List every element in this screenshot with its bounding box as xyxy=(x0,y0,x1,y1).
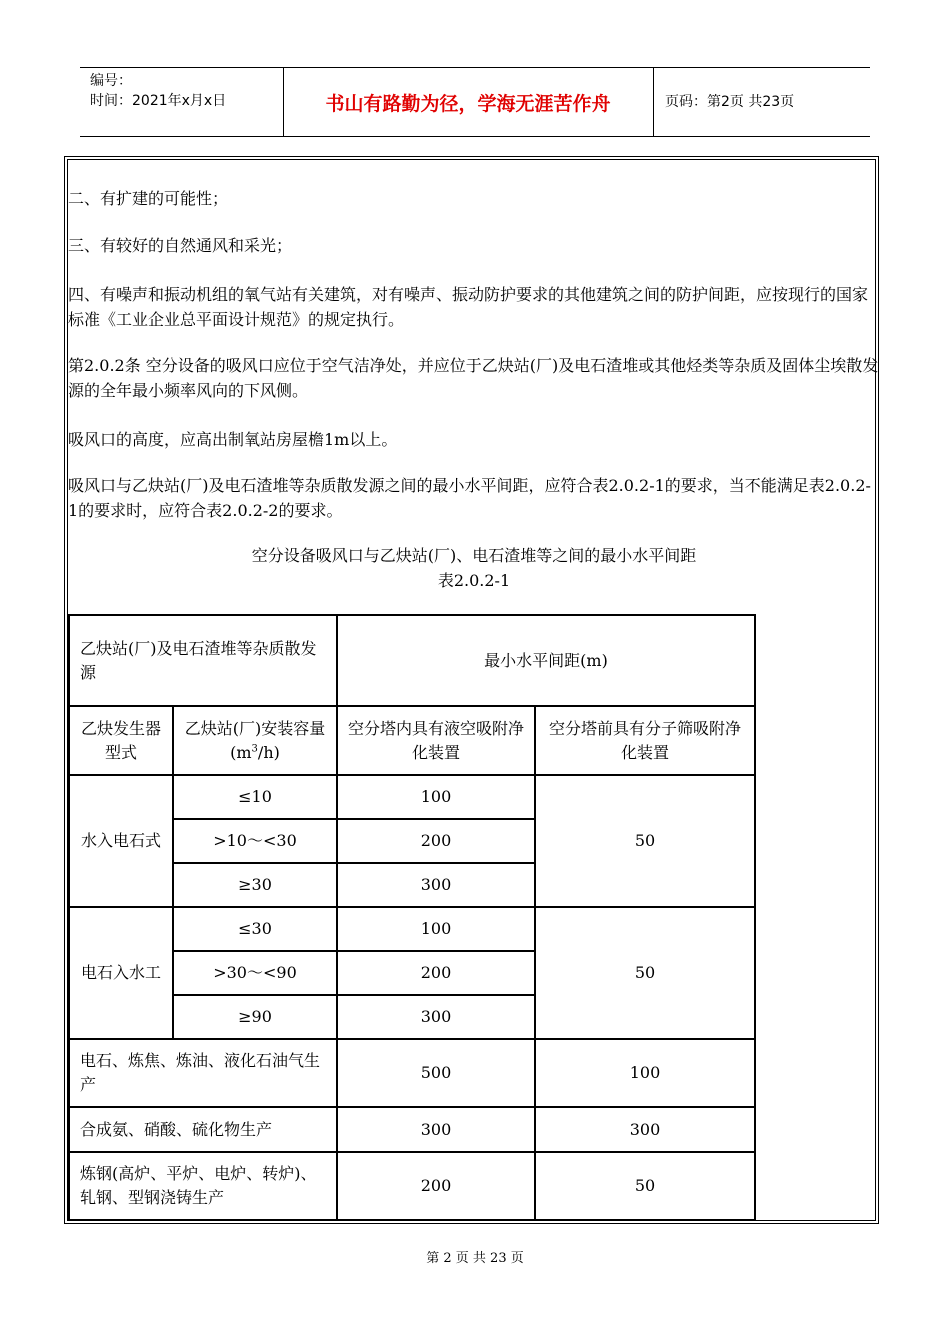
header-meta xyxy=(90,71,226,111)
liquid-distance-cell: 300 xyxy=(337,863,535,907)
sieve-distance-cell: 100 xyxy=(535,1039,755,1107)
generator-type: 电石入水工 xyxy=(69,907,173,1039)
table-row xyxy=(69,1107,755,1152)
paragraph: 三、有较好的自然通风和采光； xyxy=(68,236,293,255)
liquid-distance-cell: 200 xyxy=(337,819,535,863)
liquid-distance-cell: 200 xyxy=(337,1152,535,1220)
paragraph: 吸风口与乙炔站(厂)及电石渣堆等杂质散发源之间的最小水平间距，应符合表2.0.2-1的要求，当不能满足表2.0.2-1的要求时，应符合表2.0.2-2的要求。 xyxy=(68,476,871,520)
liquid-distance-cell: 200 xyxy=(337,951,535,995)
header-top-rule xyxy=(80,67,870,68)
source-cell: 炼钢(高炉、平炉、电炉、转炉)、轧钢、型钢浇铸生产 xyxy=(69,1152,337,1220)
page-footer: 第 2 页 共 23 页 xyxy=(426,1251,524,1266)
header-distance: 最小水平间距(m) xyxy=(337,615,755,706)
source-cell: 电石、炼焦、炼油、液化石油气生产 xyxy=(69,1039,337,1107)
header-bottom-rule xyxy=(80,136,870,137)
table-caption-title: 空分设备吸风口与乙炔站(厂)、电石渣堆等之间的最小水平间距 xyxy=(251,546,697,565)
table-row xyxy=(69,907,755,951)
liquid-distance-cell: 300 xyxy=(337,1107,535,1152)
table-row xyxy=(69,1039,755,1107)
table-row xyxy=(69,775,755,819)
header-liquid-air: 空分塔内具有液空吸附净化装置 xyxy=(337,706,535,775)
liquid-distance-cell: 500 xyxy=(337,1039,535,1107)
distance-table xyxy=(68,614,756,1221)
capacity-cell: ≥90 xyxy=(173,995,337,1039)
header-capacity: 乙炔站(厂)安装容量$(m^3/h)$ xyxy=(173,706,337,775)
table-header-row xyxy=(69,615,755,706)
sieve-distance-cell: 300 xyxy=(535,1107,755,1152)
table-caption-number: 表2.0.2-1 xyxy=(437,571,511,590)
header-source: 乙炔站(厂)及电石渣堆等杂质散发源 xyxy=(69,615,337,706)
paragraph: 四、有噪声和振动机组的氧气站有关建筑，对有噪声、振动防护要求的其他建筑之间的防护间距，应按现行的国家标准《工业企业总平面设计规范》的规定执行。 xyxy=(68,285,869,329)
source-cell: 合成氨、硝酸、硫化物生产 xyxy=(69,1107,337,1152)
sieve-distance-cell: 50 xyxy=(535,775,755,907)
liquid-distance-cell: 100 xyxy=(337,775,535,819)
capacity-cell: ≤10 xyxy=(173,775,337,819)
capacity-cell: ≥30 xyxy=(173,863,337,907)
header-divider xyxy=(653,67,654,137)
sieve-distance-cell: 50 xyxy=(535,1152,755,1220)
sieve-distance-cell: 50 xyxy=(535,907,755,1039)
page-header xyxy=(80,67,870,137)
liquid-distance-cell: 300 xyxy=(337,995,535,1039)
document-date: 时间：2021年x月x日 xyxy=(90,93,227,109)
header-motto: 书山有路勤为径，学海无涯苦作舟 xyxy=(325,93,611,115)
capacity-cell: >10～<30 xyxy=(173,819,337,863)
header-molecular-sieve: 空分塔前具有分子筛吸附净化装置 xyxy=(535,706,755,775)
paragraph: 吸风口的高度，应高出制氧站房屋檐1m以上。 xyxy=(68,430,398,449)
table-subheader-row xyxy=(69,706,755,775)
capacity-cell: ≤30 xyxy=(173,907,337,951)
capacity-cell: >30～<90 xyxy=(173,951,337,995)
table-row xyxy=(69,1152,755,1220)
header-type: 乙炔发生器型式 xyxy=(69,706,173,775)
document-number: 编号： xyxy=(90,73,132,89)
paragraph: 二、有扩建的可能性； xyxy=(68,189,229,208)
header-page-info: 页码：第2页 共23页 xyxy=(665,94,795,110)
generator-type: 水入电石式 xyxy=(69,775,173,907)
liquid-distance-cell: 100 xyxy=(337,907,535,951)
paragraph: 第2.0.2条 空分设备的吸风口应位于空气洁净处，并应位于乙炔站(厂)及电石渣堆或其他烃类等杂质及固体尘埃散发源的全年最小频率风向的下风侧。 xyxy=(68,356,879,400)
